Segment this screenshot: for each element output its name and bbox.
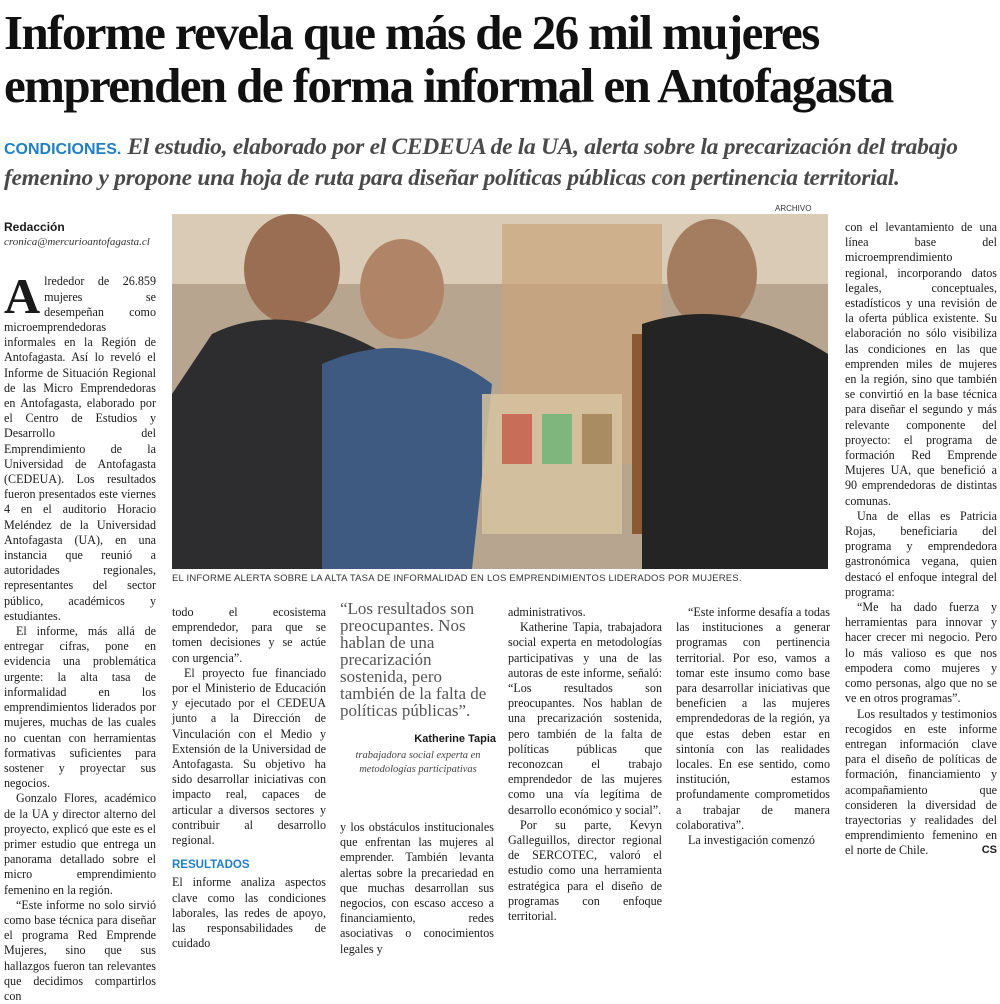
paragraph: El informe, más allá de entregar cifras, pone en evidencia una problemática urgente: la alta tasa de informalidad en los emprendimientos liderados por mujeres, muchas de las cuales no cuentan con herramientas formativas suficientes para sostener y proyectar sus negocios. bbox=[4, 624, 156, 791]
paragraph: “Este informe no solo sirvió como base técnica para diseñar el programa Red Emprende Mujeres, sino que sus hallazgos fueron tan relevantes que decidimos compartirlos con bbox=[4, 897, 156, 1003]
article-column-2 bbox=[172, 605, 326, 951]
article-column-1 bbox=[4, 220, 156, 1004]
paragraph: Una de ellas es Patricia Rojas, beneficiaria del programa y emprendedora gastronómica vegana, quien destacó el enfoque integral del programa: bbox=[845, 508, 997, 599]
photo-illustration bbox=[172, 214, 828, 569]
paragraph: El informe analiza aspectos clave como las condiciones laborales, las redes de apoyo, las responsabilidades de cuidado bbox=[172, 875, 326, 951]
article-photo bbox=[172, 214, 828, 569]
paragraph: Katherine Tapia, trabajadora social experta en metodologías participativas y una de las autoras de este informe, señaló: “Los resultados son preocupantes. Nos hablan de una precarización sostenida, pero también de la falta de políticas públicas que reconozcan el trabajo emprendedor de las mujeres como una vía legítima de desarrollo económico y social”. bbox=[508, 620, 662, 817]
deck-kicker: CONDICIONES. bbox=[4, 141, 122, 158]
paragraph: y los obstáculos institucionales que enfrentan las mujeres al emprender. También levanta alertas sobre la precariedad en que muchas desarrollan sus negocios, con escaso acceso a financiamiento, redes asociativas o conocimientos legales y bbox=[340, 820, 494, 956]
byline-email: cronica@mercurioantofagasta.cl bbox=[4, 236, 150, 249]
paragraph: Gonzalo Flores, académico de la UA y director alterno del proyecto, explicó que este es el primer estudio que entrega un panorama detallado sobre el micro emprendimiento femenino en la región. bbox=[4, 791, 156, 897]
article-column-6 bbox=[845, 220, 997, 859]
paragraph: La investigación comenzó bbox=[688, 833, 815, 848]
paragraph: El proyecto fue financiado por el Ministerio de Educación y ejecutado por el CEDEUA junto a la Dirección de Vinculación con el Medio y Extensión de la Universidad de Antofagasta. Su objetivo ha sido desarrollar iniciativas con impacto real, capaces de articular a diversos sectores y contribuir al desarrollo regional. bbox=[172, 665, 326, 848]
pull-quote-author: Katherine Tapia bbox=[414, 733, 496, 745]
paragraph: todo el ecosistema emprendedor, para que se tomen decisiones y se actúe con urgencia”. bbox=[172, 605, 326, 665]
deck bbox=[4, 133, 996, 193]
paragraph: administrativos. bbox=[508, 605, 586, 619]
section-subhead: RESULTADOS bbox=[172, 859, 250, 872]
article-column-5 bbox=[676, 605, 830, 848]
photo-credit: ARCHIVO bbox=[775, 204, 812, 213]
pull-quote-text: “Los resultados son preocupantes. Nos hablan de una precarización sostenida, pero también de la falta de políticas públicas”. bbox=[340, 599, 487, 720]
paragraph: Los resultados y testimonios recogidos en este informe entregan información clave para el diseño de políticas de formación, financiamiento y acompañamiento que consideren la diversidad de trayectorias y realidades del emprendimiento femenino en el norte de Chile. CS bbox=[845, 706, 997, 858]
paragraph: “Me ha dado fuerza y herramientas para innovar y hacer crecer mi negocio. Pero lo más valioso es que nos empodera como mujeres y como personas, algo que no se ve en otros programas”. bbox=[845, 600, 997, 706]
headline-line-2: emprenden de forma informal en Antofagasta bbox=[4, 58, 893, 113]
pull-quote-role: trabajadora social experta en metodologías participativas bbox=[355, 750, 481, 775]
paragraph: Por su parte, Kevyn Galleguillos, director regional de SERCOTEC, valoró el estudio como una herramienta estratégica para el diseño de programas con enfoque territorial. bbox=[508, 817, 662, 924]
headline-line-1: Informe revela que más de 26 mil mujeres bbox=[4, 5, 819, 60]
lead-paragraph: Alrededor de 26.859 mujeres se desempeñan como microemprendedoras informales en la Región de Antofagasta. Así lo reveló el Informe de Situación Regional de las Micro Emprendedoras en Antofagasta, elaborado por el Centro de Estudios y Desarrollo del Emprendimiento de la Universidad de Antofagasta (CEDEUA). Los resultados fueron presentados este viernes 4 en el auditorio Horacio Meléndez de la Universidad Antofagasta (UA), en una instancia que reunió a autoridades regionales, representantes del sector público, académicos y estudiantes. bbox=[4, 268, 156, 623]
paragraph: con el levantamiento de una línea base del microemprendimiento regional, incorporando datos legales, conceptuales, estadísticos y una revisión de la oferta pública existente. Su elaboración no sólo visibiliza las condiciones en las que emprenden miles de mujeres en la región, sino que también se convirtió en la base técnica para diseñar el segundo y más relevante componente del proyecto: el programa de formación Red Emprende Mujeres UA, que benefició a 90 emprendedoras de distintas comunas. bbox=[845, 220, 997, 508]
end-mark: CS bbox=[981, 844, 997, 857]
photo-caption: EL INFORME ALERTA SOBRE LA ALTA TASA DE INFORMALIDAD EN LOS EMPRENDIMIENTOS LIDERADOS POR MUJERES. bbox=[172, 573, 742, 584]
article-column-3 bbox=[340, 820, 494, 957]
pull-quote bbox=[340, 600, 496, 777]
deck-text: El estudio, elaborado por el CEDEUA de la UA, alerta sobre la precarización del trabajo femenino y propone una hoja de ruta para diseñar políticas públicas con pertinencia territorial. bbox=[4, 134, 958, 191]
article-column-4 bbox=[508, 605, 662, 924]
headline bbox=[4, 6, 996, 112]
byline-name: Redacción bbox=[4, 220, 65, 234]
drop-cap: A bbox=[4, 268, 41, 325]
paragraph: “Este informe desafía a todas las instituciones a generar programas con pertinencia territorial. Por eso, vamos a tomar este insumo como base para desarrollar iniciativas que beneficien a las mujeres emprendedoras de la región, ya que estas deben estar en sintonía con las realidades locales. En ese sentido, como institución, estamos profundamente comprometidos a trabajar de manera colaborativa”. bbox=[676, 605, 830, 832]
